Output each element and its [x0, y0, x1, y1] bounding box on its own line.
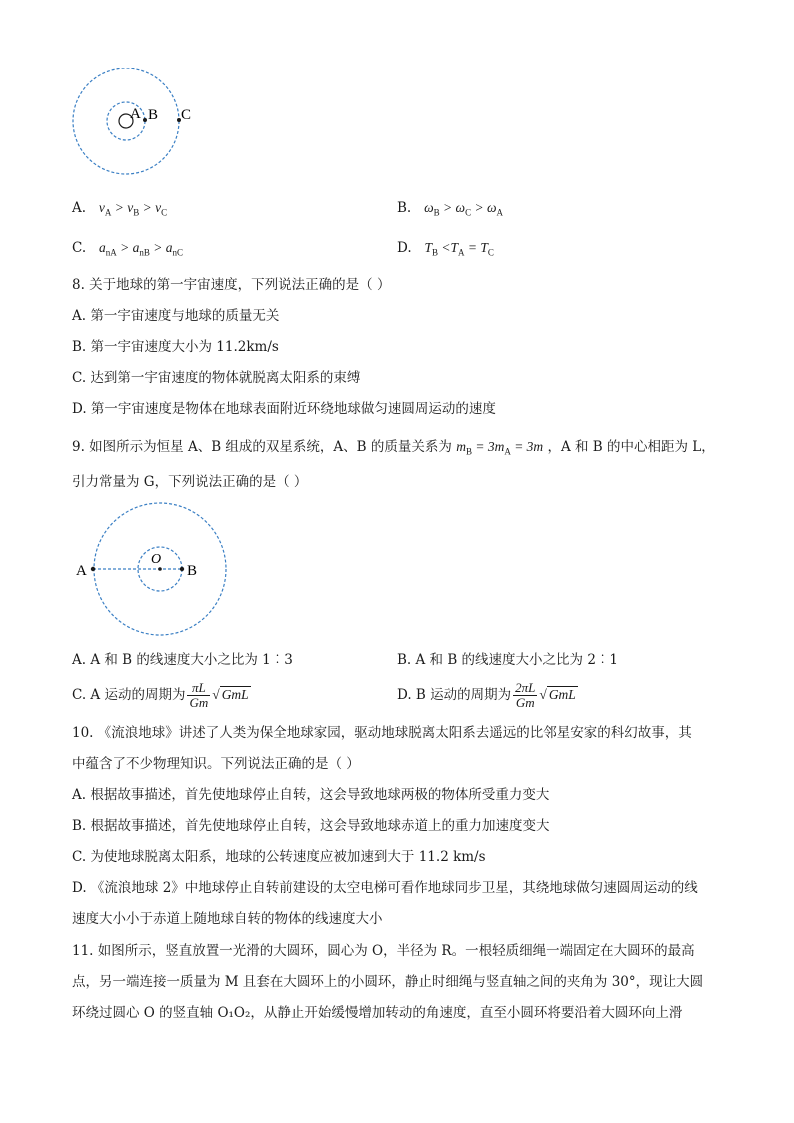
q9-option-d-sqrt: √ GmL — [539, 687, 576, 702]
q9-stem-line1: 9. 如图所示为恒星 A、B 组成的双星系统，A、B 的质量关系为 $m_B = 3m_A = 3m$ ，A 和 B 的中心相距为 L， — [72, 439, 715, 457]
center-o-dot — [158, 567, 162, 571]
q7-option-d: D. $T_B <T_A = T_C$ — [397, 240, 494, 258]
q8-stem: 8. 关于地球的第一宇宙速度，下列说法正确的是（ ） — [72, 277, 391, 293]
q9-mass-relation: $m_B = 3m_A = 3m$ — [456, 439, 544, 457]
q10-option-b: B. 根据故事描述，首先使地球停止自转，这会导致地球赤道上的重力加速度变大 — [72, 818, 550, 834]
star-a-dot — [91, 567, 95, 571]
q9-option-b: B. A 和 B 的线速度大小之比为 2︰1 — [397, 652, 619, 668]
q7-option-c-expr: $a_{nA} > a_{nB} > a_{nC}$ — [99, 240, 184, 258]
q10-option-d-line1: D. 《流浪地球 2》中地球停止自转前建设的太空电梯可看作地球同步卫星，其绕地球做匀速圆周运动的线 — [72, 880, 698, 896]
star-b-dot — [180, 567, 184, 571]
q9-option-d-fraction: $\frac{2\pi L}{Gm}$ — [515, 680, 536, 710]
q9-option-c: C. A 运动的周期为 $\frac{\pi L}{Gm}$ √ GmL — [72, 680, 249, 710]
label-star-b: B — [187, 563, 198, 579]
q9-option-c-fraction: $\frac{\pi L}{Gm}$ — [189, 680, 209, 710]
q10-option-d-line2: 速度大小小于赤道上随地球自转的物体的线速度大小 — [72, 911, 383, 927]
q7-option-d-expr: $T_B <T_A = T_C$ — [424, 240, 494, 258]
orbit-outer — [73, 68, 179, 174]
point-b-dot — [143, 118, 147, 122]
figure-q7-orbits — [70, 68, 200, 178]
q7-option-a: A. $v_A > v_B > v_C$ — [72, 200, 168, 218]
q8-option-d: D. 第一宇宙速度是物体在地球表面附近环绕地球做匀速圆周运动的速度 — [72, 401, 496, 417]
q7-option-a-expr: $v_A > v_B > v_C$ — [98, 200, 168, 218]
q7-option-b: B. $\omega_B > \omega_C > \omega_A$ — [397, 200, 503, 218]
q9-stem-line2: 引力常量为 G，下列说法正确的是（ ） — [72, 474, 308, 490]
label-a: A — [130, 106, 141, 122]
q11-stem-line2: 点，另一端连接一质量为 M 且套在大圆环上的小圆环，静止时细绳与竖直轴之间的夹角为 30°，现让大圆 — [72, 974, 704, 990]
q8-option-b: B. 第一宇宙速度大小为 11.2km/s — [72, 339, 279, 355]
label-c: C — [181, 107, 192, 123]
q11-stem-line3: 环绕过圆心 O 的竖直轴 O₁O₂，从静止开始缓慢增加转动的角速度，直至小圆环将要沿着大圆环向上滑 — [72, 1005, 683, 1021]
label-star-a: A — [76, 563, 87, 579]
label-center-o: O — [151, 552, 162, 567]
q9-option-c-sqrt: √ GmL — [212, 687, 249, 702]
q8-option-a: A. 第一宇宙速度与地球的质量无关 — [72, 308, 280, 324]
q10-option-a: A. 根据故事描述，首先使地球停止自转，这会导致地球两极的物体所受重力变大 — [72, 787, 550, 803]
q11-stem-line1: 11. 如图所示，竖直放置一光滑的大圆环，圆心为 O，半径为 R。一根轻质细绳一端固定在大圆环的最高 — [72, 943, 695, 959]
q7-option-c: C. $a_{nA} > a_{nB} > a_{nC}$ — [72, 240, 184, 258]
q10-option-c: C. 为使地球脱离太阳系，地球的公转速度应被加速到大于 11.2 km/s — [72, 849, 486, 865]
label-b: B — [148, 107, 159, 123]
q10-stem-line2: 中蕴含了不少物理知识。下列说法正确的是（ ） — [72, 756, 360, 772]
q9-option-a: A. A 和 B 的线速度大小之比为 1︰3 — [72, 652, 293, 668]
q7-option-b-expr: $\omega_B > \omega_C > \omega_A$ — [424, 200, 503, 218]
q10-stem-line1: 10. 《流浪地球》讲述了人类为保全地球家园，驱动地球脱离太阳系去遥远的比邻星安家的科幻故事，其 — [72, 725, 692, 741]
q8-option-c: C. 达到第一宇宙速度的物体就脱离太阳系的束缚 — [72, 370, 361, 386]
figure-q9-binary — [70, 500, 235, 640]
q9-option-d: D. B 运动的周期为 $\frac{2\pi L}{Gm}$ √ GmL — [397, 680, 576, 710]
